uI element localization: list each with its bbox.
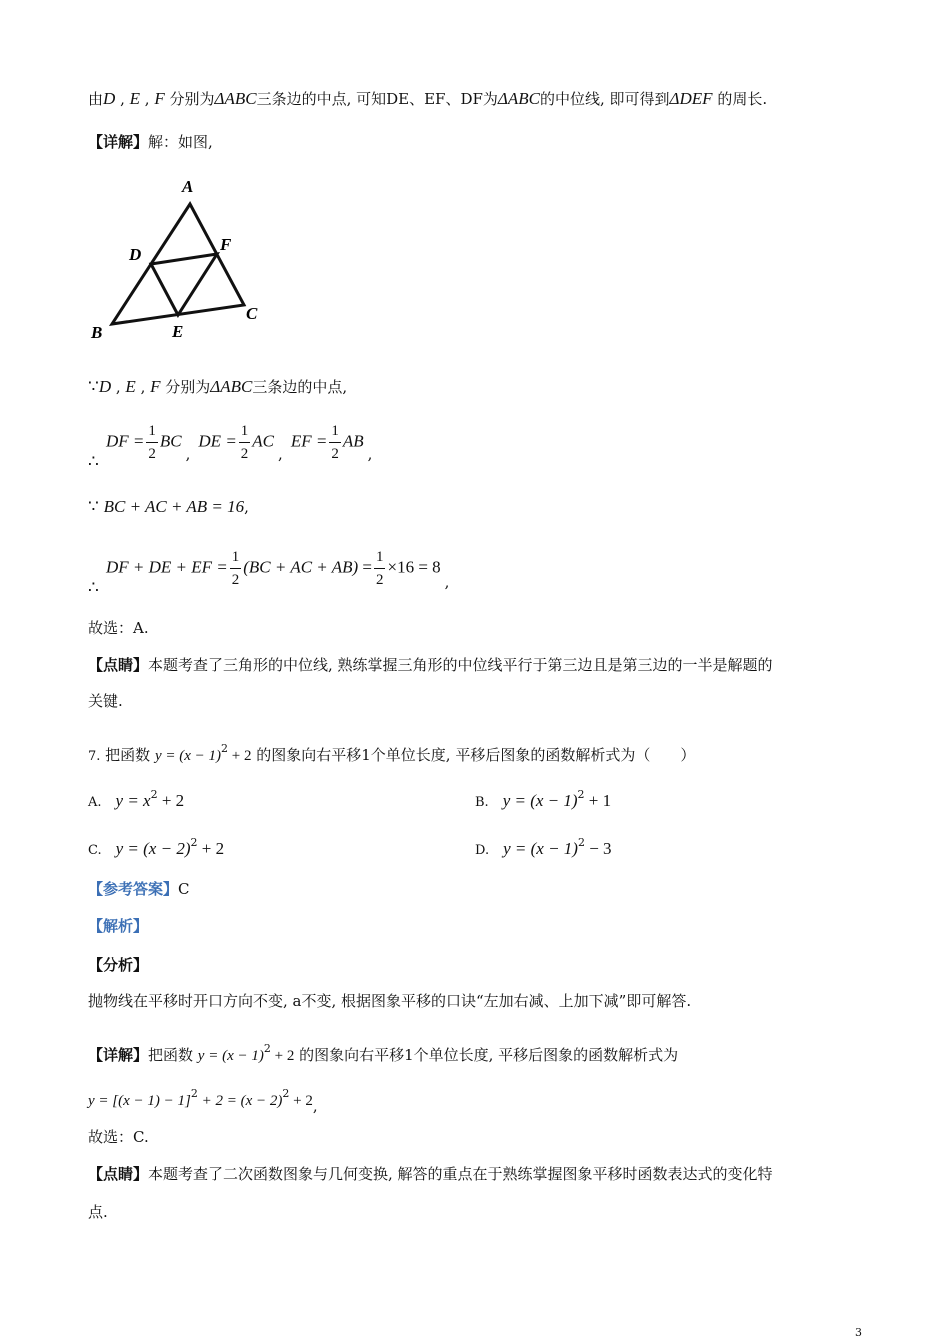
denominator: 2 [375,572,384,588]
triangle-abc: ΔABC [210,377,253,396]
sep: , [312,1097,318,1115]
fraction-half [230,546,242,591]
page-number: 3 [855,1326,862,1339]
sep: , [367,444,373,463]
text: 分别为 [160,378,211,396]
intro-text: 的周长. [712,90,768,108]
choice-label: A. [88,795,102,810]
choice-expr: y = x [115,791,151,810]
question-number: 7. [88,749,101,764]
choice-expr: y = (x − 2) [115,839,191,858]
because-line-1 [88,376,347,398]
denominator: 2 [240,446,249,462]
detail-text: 解：如图, [148,133,213,151]
perimeter-sum: (BC + AC + AB) [243,557,359,577]
fraction-half [239,420,251,465]
denominator: 2 [231,572,240,588]
comment-text-cont: 关键. [88,692,123,710]
var-E: E [125,377,136,396]
fraction-half [374,546,386,591]
choice-label: D. [475,843,490,858]
detail-label: 【详解】 [88,1046,149,1064]
intro-line [88,88,767,110]
choice-expr-tail: + 2 [157,791,185,810]
exponent: 2 [190,1087,198,1100]
label-A: A [182,177,194,196]
choice-a[interactable] [88,788,184,811]
comment-text-cont: 点. [88,1203,108,1221]
exponent: 2 [190,836,198,849]
derivation-expr: + 2 [289,1093,313,1109]
label-E: E [172,322,184,341]
therefore-line-1 [106,420,372,465]
label-B: B [91,323,103,342]
analysis-label: 【解析】 [88,917,149,935]
var-F: F [154,89,165,108]
triangle-abc: ΔABC [497,89,540,108]
sep: , [135,378,151,396]
equals: = [358,557,372,577]
perimeter-result: ×16 = 8 [387,557,441,577]
intro-text: 三条边的中点, 可知DE、EF、DF为 [256,90,498,108]
eq-de-left: DE = [198,431,237,451]
triangle-def-shape [151,254,217,315]
detail-label: 【详解】 [88,133,149,151]
exponent: 2 [221,742,229,755]
choice-b[interactable] [475,788,611,811]
eq-ef-left: EF = [290,431,328,451]
comment-line-2 [88,1163,773,1185]
triangle-abc: ΔABC [214,89,257,108]
eq-de-right: AC [252,431,275,451]
choice-expr: y = (x − 1) [502,791,578,810]
choice-d[interactable] [475,836,612,859]
var-D: D [103,89,116,108]
ref-answer-value: C [178,880,190,898]
ref-answer-label: 【参考答案】 [88,880,179,898]
sep: , [278,444,283,463]
exponent: 2 [150,788,158,801]
numerator: 1 [329,420,341,443]
fraction-half [146,420,158,465]
eq-ef-right: AB [342,431,364,451]
intro-text: 的中位线, 即可得到 [539,90,670,108]
sep: , [185,444,191,463]
choice-label: C. [88,843,102,858]
detail-line [88,131,213,153]
function-expr-tail: + 2 [270,1048,295,1064]
denominator: 2 [331,446,339,462]
comment-line [88,654,773,676]
sep: , [111,378,126,396]
function-expr-tail: + 2 [228,748,252,764]
choice-expr-tail: + 2 [197,839,225,858]
question-text: 的图象向右平移1个单位长度, 平移后图象的函数解析式为（ ） [251,746,696,764]
exponent: 2 [577,788,585,801]
triangle-figure [86,172,276,347]
var-E: E [129,89,140,108]
intro-text: 分别为 [164,90,215,108]
comment-text: 本题考查了二次函数图象与几何变换, 解答的重点在于熟练掌握图象平移时函数表达式的变化特 [148,1165,773,1183]
fenxi-label: 【分析】 [88,956,149,974]
sep: , [244,498,249,516]
because-symbol: ∵ [88,497,99,517]
var-F: F [150,377,161,396]
because-line-2 [88,496,249,518]
comment-text: 本题考查了三角形的中位线, 熟练掌握三角形的中位线平行于第三边且是第三边的一半是解题的 [148,656,773,674]
reference-answer [88,878,190,900]
choice-expr-tail: − 3 [584,839,612,858]
sep: , [444,572,450,591]
answer-line: 故选：A. [88,619,149,637]
comment-label: 【点睛】 [88,656,149,674]
intro-text: 由 [88,90,104,108]
numerator: 1 [146,420,158,443]
function-expr: y = (x − 1) [154,748,222,764]
sep: , [140,90,155,108]
exponent: 2 [577,836,585,849]
eq-df-left: DF = [106,431,145,451]
text: 三条边的中点, [252,378,348,396]
eq-df-right: BC [159,431,182,451]
choice-expr-tail: + 1 [584,791,612,810]
detail-line-2 [88,1038,678,1067]
sep: , [115,90,130,108]
question-text: 把函数 [100,746,155,764]
derivation-expr: + 2 = (x − 2) [197,1093,283,1109]
therefore-symbol: ∴ [88,452,99,472]
sum-equation: BC + AC + AB = 16 [103,497,245,516]
exponent: 2 [282,1087,290,1100]
fenxi-text: 抛物线在平移时开口方向不变, a不变, 根据图象平移的口诀“左加右减、上加下减”即可解答. [88,992,692,1010]
triangle-abc-shape [112,204,244,324]
denominator: 2 [148,446,156,462]
question-7 [88,738,695,768]
detail-text: 的图象向右平移1个单位长度, 平移后图象的函数解析式为 [294,1046,679,1064]
triangle-def: ΔDEF [669,89,713,108]
therefore-symbol: ∴ [88,578,99,598]
perimeter-left: DF + DE + EF = [106,557,228,577]
label-D: D [129,245,142,264]
answer-line: 故选：C. [88,1128,149,1146]
choice-c[interactable] [88,836,224,859]
fraction-half [329,420,341,465]
label-F: F [220,235,232,254]
detail-text: 把函数 [148,1046,198,1064]
numerator: 1 [374,546,386,569]
choice-expr: y = (x − 1) [503,839,578,858]
numerator: 1 [239,420,251,443]
choice-label: B. [475,795,489,810]
because-symbol: ∵ [88,377,99,397]
label-C: C [246,304,258,323]
derivation-expr: y = [(x − 1) − 1] [88,1093,191,1109]
therefore-line-2 [106,546,449,591]
var-D: D [98,377,112,396]
derivation-line [88,1083,318,1115]
numerator: 1 [230,546,242,569]
exponent: 2 [263,1042,271,1055]
function-expr: y = (x − 1) [197,1048,264,1064]
comment-label: 【点睛】 [88,1165,149,1183]
